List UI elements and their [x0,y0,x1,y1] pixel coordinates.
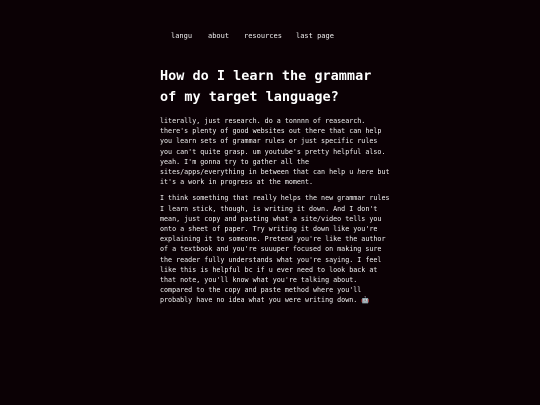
text-line: you learn sets of grammar rules or just specific rules [160,137,378,146]
nav-link-langu[interactable]: langu [171,32,193,40]
text-line: onto a sheet of paper. Try writing it down like you're [160,225,378,234]
text-line: the reader fully understands what you're saying. I feel [160,255,382,264]
text-line: I learn stick, though, is writing it down. And I don't [160,204,378,213]
text-line: mean, just copy and pasting what a site/video tells you [160,214,382,223]
text-line: like this is helpful bc if u ever need to look back at [160,265,378,274]
page-title [160,66,390,108]
article-body [160,116,390,306]
text-line-with-link [160,167,390,177]
text-line: I think something that really helps the new grammar rules [160,194,390,203]
text-line: yeah. I'm gonna try to gather all the [160,157,309,166]
text-fragment: probably have no idea what you were writing down. [160,296,362,305]
text-line: it's a work in progress at the moment. [160,178,313,187]
robot-emoji-icon: 🤖 [361,296,370,305]
text-line-with-emoji [160,295,390,305]
text-line: compared to the copy and paste method where you'll [160,286,362,295]
title-line: How do I learn the grammar [160,68,372,84]
title-line: of my target language? [160,89,339,105]
text-line: explaining it to someone. Pretend you're like the author [160,235,386,244]
nav-link-resources[interactable]: resources [244,32,282,40]
nav-link-about[interactable]: about [208,32,230,40]
text-line: of a textbook and you're suuuper focused on making sure [160,245,382,254]
text-fragment: sites/apps/everything in between that can help u [160,168,358,177]
nav-link-last-page[interactable]: last page [296,32,334,40]
text-line: you can't quite grasp. um youtube's pretty helpful also. [160,147,386,156]
here-link[interactable]: here [357,168,374,177]
text-fragment: but [373,168,390,177]
text-line: that note, you'll know what you're talking about. [160,276,358,285]
text-line: there's plenty of good websites out there that can help [160,127,382,136]
paragraph-writing [160,193,390,305]
paragraph-research [160,116,390,187]
text-line: literally, just research. do a tonnnn of reasearch. [160,117,366,125]
